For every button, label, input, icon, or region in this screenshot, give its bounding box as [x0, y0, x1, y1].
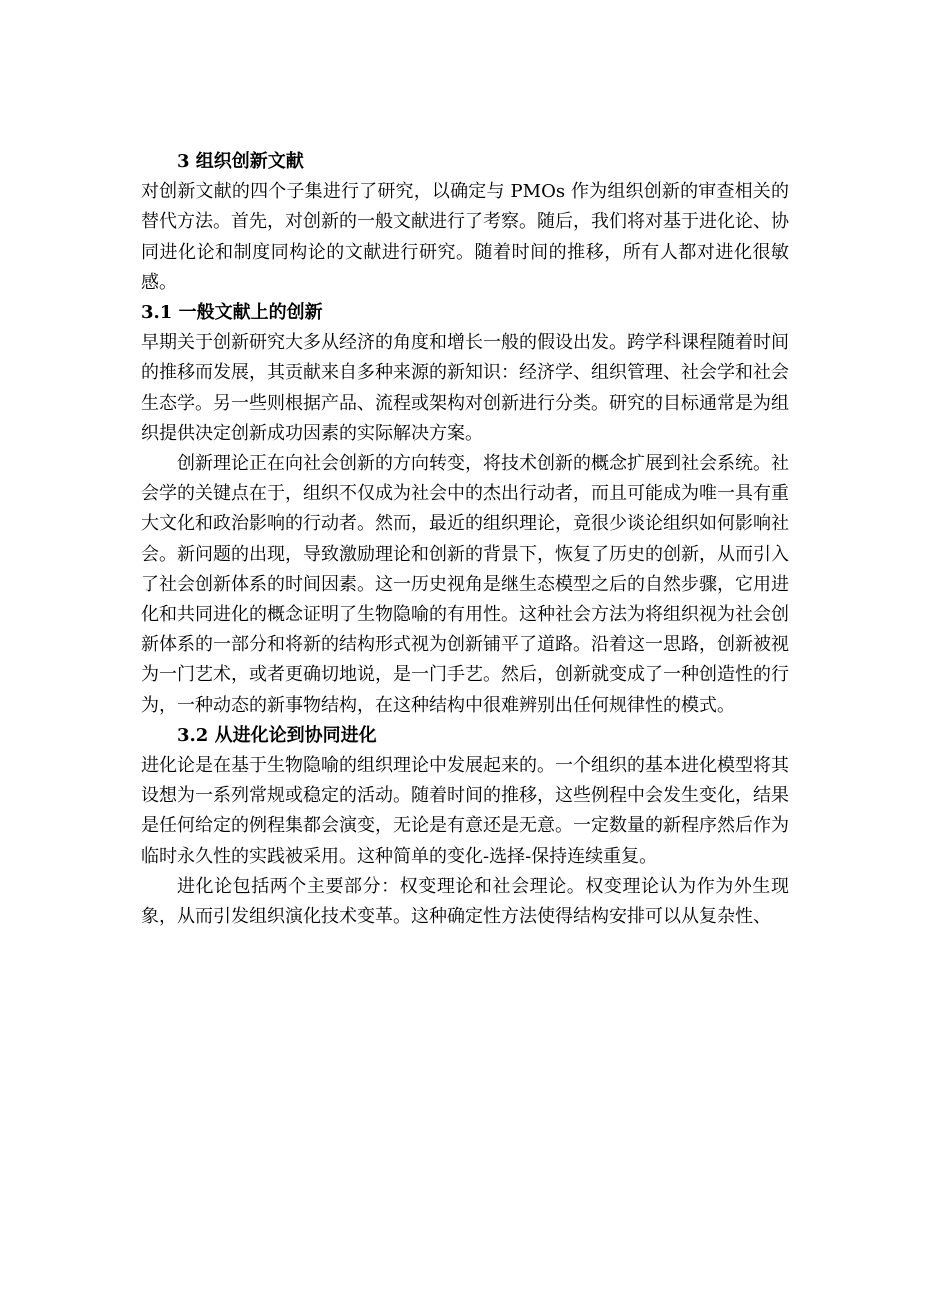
- section-heading-3-2: 3.2 从进化论到协同进化: [177, 724, 377, 746]
- document-body: [141, 147, 789, 932]
- paragraph: 对创新文献的四个子集进行了研究，以确定与 PMOs 作为组织创新的审查相关的替代方法。首先，对创新的一般文献进行了考察。随后，我们将对基于进化论、协同进化论和制度同构论的文献进行研究。随着时间的推移，所有人都对进化很敏感。: [141, 181, 789, 293]
- paragraph: 进化论包括两个主要部分：权变理论和社会理论。权变理论认为作为外生现象，从而引发组织演化技术变革。这种确定性方法使得结构安排可以从复杂性、: [141, 875, 789, 928]
- paragraph: 早期关于创新研究大多从经济的角度和增长一般的假设出发。跨学科课程随着时间的推移而发展，其贡献来自多种来源的新知识：经济学、组织管理、社会学和社会生态学。另一些则根据产品、流程或架构对创新进行分类。研究的目标通常是为组织提供决定创新成功因素的实际解决方案。: [141, 332, 789, 444]
- section-heading-3-1: 3.1 一般文献上的创新: [141, 302, 323, 324]
- paragraph: 创新理论正在向社会创新的方向转变，将技术创新的概念扩展到社会系统。社会学的关键点在于，组织不仅成为社会中的杰出行动者，而且可能成为唯一具有重大文化和政治影响的行动者。然而，最近的组织理论，竟很少谈论组织如何影响社会。新问题的出现，导致激励理论和创新的背景下，恢复了历史的创新，从而引入了社会创新体系的时间因素。这一历史视角是继生态模型之后的自然步骤，它用进化和共同进化的概念证明了生物隐喻的有用性。这种社会方法为将组织视为社会创新体系的一部分和将新的结构形式视为创新铺平了道路。沿着这一思路，创新被视为一门艺术，或者更确切地说，是一门手艺。然后，创新就变成了一种创造性的行为，一种动态的新事物结构，在这种结构中很难辨别出任何规律性的模式。: [141, 453, 789, 716]
- paragraph: 进化论是在基于生物隐喻的组织理论中发展起来的。一个组织的基本进化模型将其设想为一系列常规或稳定的活动。随着时间的推移，这些例程中会发生变化，结果是任何给定的例程集都会演变，无论是有意还是无意。一定数量的新程序然后作为临时永久性的实践被采用。这种简单的变化-选择-保持连续重复。: [141, 755, 789, 867]
- section-heading-3: 3 组织创新文献: [177, 151, 304, 172]
